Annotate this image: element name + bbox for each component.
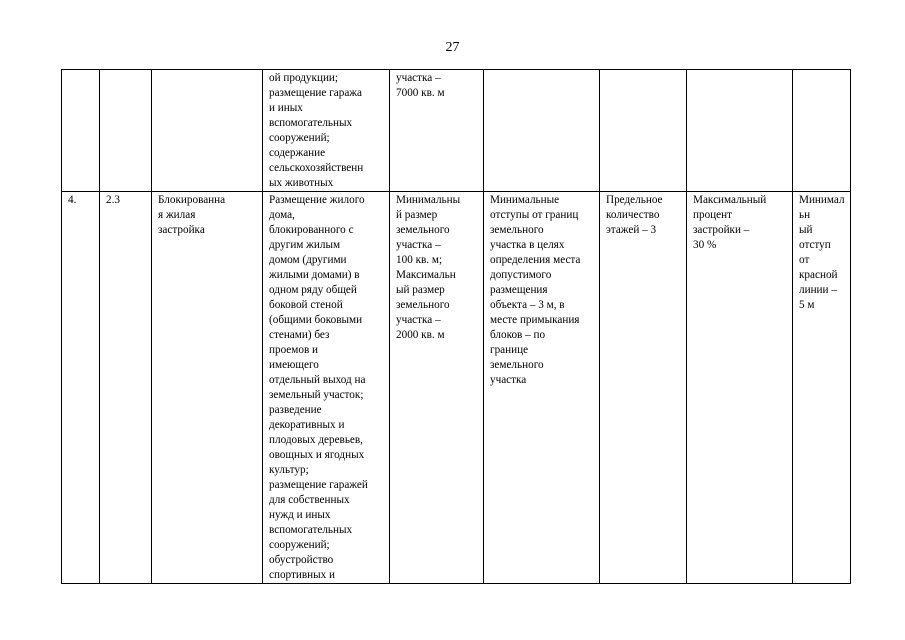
use-code-cell: 2.3 xyxy=(100,192,152,584)
floors-cell xyxy=(600,70,687,192)
zoning-table xyxy=(61,69,851,584)
table-row xyxy=(62,70,851,192)
use-name-cell: Блокированна я жилая застройка xyxy=(152,192,263,584)
table-row xyxy=(62,192,851,584)
coverage-cell: Максимальный процент застройки – 30 % xyxy=(687,192,793,584)
row-number-cell xyxy=(62,70,100,192)
row-number-cell: 4. xyxy=(62,192,100,584)
setbacks-cell: Минимальные отступы от границ земельного участка в целях определения места допустимого размещения объекта – 3 м, в месте примыкания блоков – по границе земельного участка xyxy=(484,192,600,584)
coverage-cell xyxy=(687,70,793,192)
use-name-cell xyxy=(152,70,263,192)
use-description-cell: ой продукции; размещение гаража и иных вспомогательных сооружений; содержание сельскохозяйственн ых животных xyxy=(263,70,390,192)
red-line-setback-cell: Минимальн ый отступ от красной линии – 5 м xyxy=(793,192,851,584)
page-number: 27 xyxy=(445,40,460,55)
red-line-setback-cell xyxy=(793,70,851,192)
plot-size-cell: участка – 7000 кв. м xyxy=(390,70,484,192)
setbacks-cell xyxy=(484,70,600,192)
use-code-cell xyxy=(100,70,152,192)
plot-size-cell: Минимальны й размер земельного участка – 100 кв. м; Максимальн ый размер земельного участка – 2000 кв. м xyxy=(390,192,484,584)
floors-cell: Предельное количество этажей – 3 xyxy=(600,192,687,584)
use-description-cell: Размещение жилого дома, блокированного с другим жилым домом (другими жилыми домами) в одном ряду общей боковой стеной (общими боковыми стенами) без проемов и имеющего отдельный выход на земельный участок; разведение декоративных и плодовых деревьев, овощных и ягодных культур; размещение гаражей для собственных нужд и иных вспомогательных сооружений; обустройство спортивных и xyxy=(263,192,390,584)
